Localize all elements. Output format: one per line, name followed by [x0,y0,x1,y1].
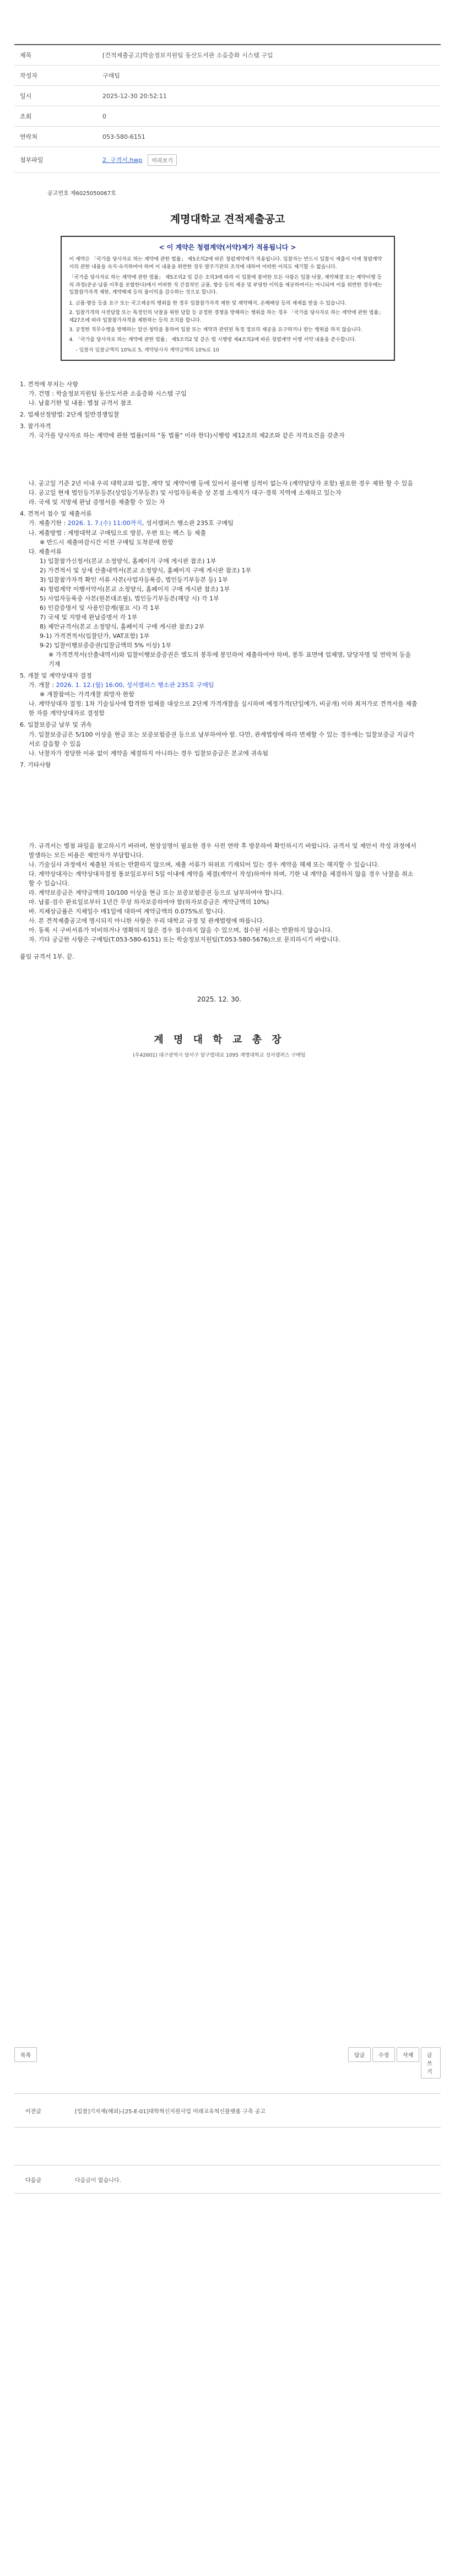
notice-body [14,380,441,1060]
opening-line [20,680,419,690]
meta-row-date [14,86,441,106]
delete-button[interactable]: 삭제 [397,2047,419,2062]
section-note: ※ 개찰참여는 가격개찰 희망자 한함 [40,691,134,699]
section-heading: 7. 기타사항 [20,761,51,769]
opening-label: 가. 개찰 : [29,681,56,689]
section-note: ※ 가격견적서(산출내역서)와 입찰이행보증증권은 별도의 봉투에 봉인하여 제출하여야 하며, 봉투 표면에 업체명, 담당자명 및 연락처 등을 기재 [48,651,411,668]
list-button[interactable]: 목록 [14,2047,37,2062]
document-list-item: 2) 가견적서 및 상세 산출내역서(본교 소정양식, 홈페이지 구매 게시판 참조) 1부 [40,566,252,574]
post-contact: 053-580-6151 [102,133,145,140]
meta-label: 첨부파일 [20,156,44,164]
document-list-item: 4) 청렴계약 이행서약서(본교 소정양식, 홈페이지 구매 게시판 참조) 1부 [40,585,230,593]
integrity-item: 2. 입찰가격의 사전담합 또는 특정인의 낙찰을 위한 담합 등 공정한 경쟁을 방해하는 행위를 하는 경우 「국가를 당사자로 하는 계약에 관한 법률」 제27조에 따라 입찰참가자격을 제한하는 등의 조치를 합니다. [69,310,384,323]
deadline-place: , 성서캠퍼스 행소관 235호 구매팀 [142,519,234,527]
etc-item: 라. 계약보증금은 계약금액의 10/100 이상을 현금 또는 보증보험증권 등으로 납부하여야 합니다. [29,889,284,896]
attachment-note: 붙임 규격서 1부. 끝. [20,953,74,961]
etc-item: 나. 기술심사 과정에서 제출된 자료는 반환하지 않으며, 제출 서류가 허위로 기재되어 있는 경우 계약을 해제 또는 해지할 수 있습니다. [29,861,380,868]
page [14,0,441,2184]
notice-date: 2025. 12. 30. [197,995,242,1004]
integrity-intro: 이 계약은 「국가를 당사자로 하는 계약에 관한 법률」 제5조의2에 따른 청렴계약제가 적용됩니다. 입찰자는 반드시 입찰시 제출서 이에 청렴계약서의 관한 내용을 숙지·숙지하여야 하며 이 내용을 위반한 경우 발주기관의 조치에 대하여 어떠한 이의도 제기할 수 없습니다. [69,257,382,270]
prev-post-row [14,2093,441,2128]
reply-button[interactable]: 답글 [348,2047,371,2062]
post-meta-table [14,44,441,173]
next-post-label: 다음글 [25,2177,41,2184]
integrity-item: 3. 공정한 직무수행을 방해하는 알선·청탁을 통하여 입찰 또는 계약과 관련된 특정 정보의 제공을 요구하거나 받는 행위를 하지 않습니다. [69,327,362,333]
section-item: 나. 계약상대자 결정: 1차 기술심사에 합격한 업체를 대상으로 2단계 가격개찰을 실시하며 예정가격(단일예가, 비공개) 이하 최저가로 견적서를 제출한 자를 계약상대자로 결정함 [29,700,418,717]
document-list-item: 7) 국세 및 지방세 완납증명서 각 1부 [40,613,138,621]
edit-button[interactable]: 수정 [372,2047,395,2062]
post-views: 0 [102,112,106,120]
document-list-item: 5) 사업자등록증 사본(원본대조필), 법인등기부등본(해당 시) 각 1부 [40,594,219,602]
etc-item: 바. 지체상금률은 지체일수 매1일에 대하여 계약금액의 0.075%로 합니다. [29,908,225,916]
write-button[interactable]: 글쓰기 [421,2047,441,2079]
prev-post-label: 이전글 [25,2108,41,2115]
meta-label: 연락처 [20,133,37,140]
signer-address: (우42601) 대구광역시 달서구 달구벌대로 1095 계명대학교 성서캠퍼스 구매팀 [133,1052,306,1058]
document-list-item: 1) 입찰참가신청서(본교 소정양식, 홈페이지 구매 게시판 참조) 1부 [40,557,216,565]
etc-item: 아. 동록 시 구비서류가 미비하거나 명확하지 않은 경우 접수하지 않을 수 있으며, 접수된 서류는 반환하지 않습니다. [29,927,333,934]
meta-row-author [14,66,441,86]
meta-label: 작성자 [20,72,37,79]
deadline-label: 가. 제출기한 : [29,519,68,527]
post-author: 구매팀 [102,72,120,79]
document-list-item: 9-2) 입찰이행보증증권(입찰금액의 5% 이상) 1부 [40,642,172,650]
notice-number: 공고번호 제6025050067호 [47,191,116,197]
section-heading: 5. 개찰 및 계약상대자 결정 [20,672,92,680]
document-list-item: 9-1) 가격견적서(입찰단가, VAT포함) 1부 [40,632,150,640]
section-item: 라. 국세 및 지방세 완납 증명서를 제출할 수 있는 자 [29,499,165,506]
post-date: 2025-12-30 20:52:11 [102,92,167,100]
meta-label: 일시 [20,93,32,100]
section-item: 가. 입찰보증금은 5/100 이상을 현금 또는 보증보험증권 등으로 납부하여야 함. 다만, 관계법령에 따라 면제할 수 있는 경우에는 입찰보증금 지급각서로 갈음할 수 있음 [29,730,415,748]
integrity-notice-box [61,236,395,361]
preview-button[interactable]: 미리보기 [148,154,177,166]
section-heading: 2. 업체선정방법: 2단계 일반경쟁입찰 [20,411,120,419]
next-post-text: 다음글이 없습니다. [75,2177,121,2184]
deadline-line [20,518,419,528]
etc-item: 다. 계약상대자는 계약상대자결정 통보일로부터 5일 이내에 계약을 체결(계약서 작성)하여야 하며, 기한 내 계약을 체결하지 않을 경우 낙찰을 취소할 수 있습니다. [29,870,414,887]
integrity-note: - 입찰자 입찰금액의 10%로 5, 계약당사자 계약금액의 10%로 10 [75,348,219,353]
etc-item: 가. 규격서는 별첨 파일을 참고하시기 바라며, 현장설명이 필요한 경우 사전 연락 후 방문하여 확인하시기 바랍니다. 규격서 및 제안서 작성 과정에서 발생하는 모든 비용은 제안자가 부담합니다. [29,842,416,859]
integrity-list [69,300,386,344]
prev-post-link[interactable]: [입찰]기자재(해외)-[25-E-01]대학혁신지원사업 미래교육혁신플랫폼 구축 공고 [75,2108,266,2115]
section-heading: 4. 견적서 접수 및 제출서류 [20,510,92,518]
next-post-row [14,2165,441,2194]
integrity-item: 1. 금품·향응 등을 요구 또는 국고제공의 행위를 한 경우 입찰참가자격 제한 및 계약해지, 손해배상 등의 제재를 받을 수 있습니다. [69,300,346,306]
section-item: 가. 국가를 당사자로 하는 계약에 관한 법률(이하 "동 법률" 이라 한다)시행령 제12조의 제2조와 같은 자격요건을 갖춘자 [29,432,345,440]
etc-item: 자. 기타 궁금한 사항은 구매팀(T.053-580-6151) 또는 학술정보지원팀(T.053-580-5676)으로 문의하시기 바랍니다. [29,936,340,944]
section-heading: 3. 참가자격 [20,423,51,430]
document-list-item: 8) 제안규격서(본교 소정양식, 홈페이지 구매 게시판 참조) 2부 [40,623,205,630]
section-item: 나. 공고일 기준 2년 이내 우리 대학교와 입찰, 계약 및 계약이행 등에 있어서 불이행 실적이 없는자 (계약담당자 포함) 필요한 경우 제한 할 수 있음 [29,480,414,488]
integrity-item: 4. 「국가를 당사자로 하는 계약에 관한 법률」 제5조의2 및 같은 법 시행령 제4조의2에 따른 청렴계약 이행 서약 내용을 준수합니다. [69,337,356,343]
attachment-link[interactable]: 2. 구격서.hwp [102,156,143,164]
etc-item: 사. 본 견적제출공고에 명시되지 아니한 사항은 우리 대학교 규정 및 관계법령에 따릅니다. [29,917,264,925]
document-title: 계명대학교 견적제출공고 [170,213,285,225]
meta-row-title [14,45,441,66]
section-item: 다. 공고일 현재 법인등기부등본(상업등기부등본) 및 사업자등록증 상 본점 소재지가 대구·경북 지역에 소재하고 있는자 [29,489,342,497]
section-item: 나. 낙찰자가 정당한 이유 없이 계약을 체결하지 아니하는 경우 입찰보증금은 본교에 귀속됨 [29,749,269,757]
section-item: 나. 제출방법 : 계명대학교 구매팀으로 방문, 우편 또는 팩스 등 제출 [29,529,206,537]
section-heading: 6. 입찰보증금 납부 및 귀속 [20,721,92,729]
meta-label: 제목 [20,52,32,59]
section-heading: 1. 견적에 부치는 사항 [20,381,78,388]
document-list-item: 3) 입찰참가자격 확인 서류 사본(사업자등록증, 법인등기부등본 등) 1부 [40,576,228,583]
section-item: 다. 제출서류 [29,548,62,555]
opening-datetime: 2026. 1. 12.(월) 16:00, 성서캠퍼스 행소관 235호 구매팀 [56,681,214,689]
signer: 계 명 대 학 교 총 장 [154,1033,285,1046]
meta-row-contact [14,127,441,147]
section-item: 나. 납품기한 및 내용: 별첨 규격서 참조 [29,399,132,407]
meta-label: 조회 [20,113,32,120]
section-note: ※ 반드시 제출마감시간 이전 구매팀 도착분에 한함 [40,538,174,546]
post-actions [14,2044,441,2075]
attachment-cell [97,154,441,166]
integrity-paragraph: 「국가를 당사자로 하는 계약에 관한 법률」 제5조의2 및 같은 조의3에 따라 이 입찰에 참여한 모든 사람은 입찰·낙찰, 계약체결 또는 계약이행 등의 과정(준공·납품 이후를 포함한다)에서 어떠한 직 간접적인 금품, 향응 등의 제공 및 부당한 이익을 제공하여서는 아니되며 이를 위반한 경우에는 입찰참가자격 제한, 계약해제 등의 불이익을 감수하는 것으로 합니다. [69,275,382,295]
etc-item: 마. 납품·검수 완료일로부터 1년간 무상 하자보증하여야 함(하자보증금은 계약금액의 10%) [29,898,269,906]
meta-row-views [14,106,441,127]
deadline-datetime: 2026. 1. 7.(수) 11:00까지 [67,519,142,527]
integrity-notice-heading: < 이 계약은 청렴계약(서약)제가 적용됩니다 > [159,243,296,251]
document-list-item: 6) 인감증명서 및 사용인감계(필요 시) 각 1부 [40,604,160,611]
section-item: 가. 건명 : 학술정보지원팀 동산도서관 소음층화 시스템 구입 [29,390,187,398]
post-title: [건적제출공고]학술정보지원팀 동산도서관 소음층화 시스템 구입 [102,52,273,59]
meta-row-attachment [14,147,441,173]
